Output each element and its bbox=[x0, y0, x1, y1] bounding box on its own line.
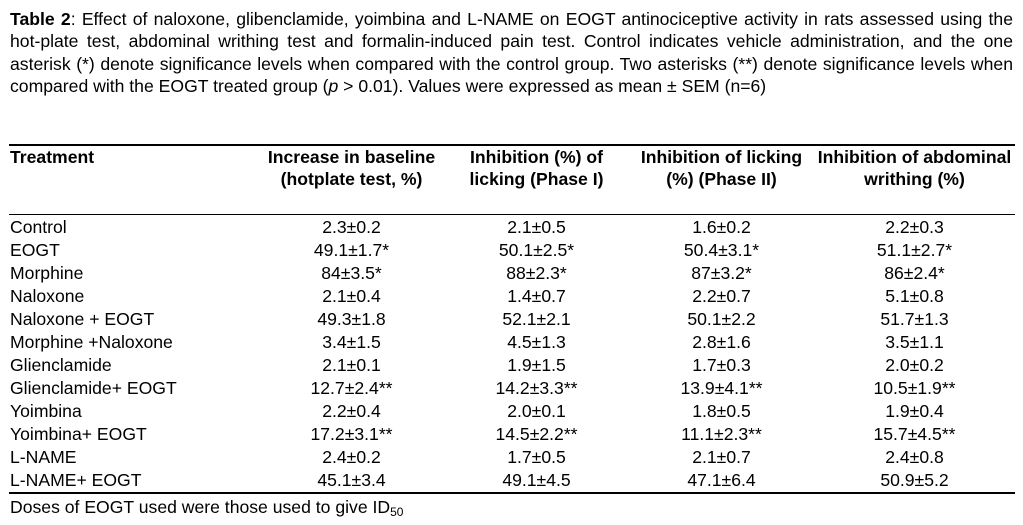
header-phase-i: Inhibition (%) of licking (Phase I) bbox=[469, 147, 604, 190]
cell-phase-ii: 13.9±4.1** bbox=[680, 378, 763, 398]
table-row bbox=[9, 423, 1015, 446]
cell-writhing: 50.9±5.2 bbox=[880, 470, 949, 490]
cell-writhing: 51.7±1.3 bbox=[880, 309, 949, 329]
cell-phase-ii: 1.6±0.2 bbox=[692, 217, 751, 237]
table-row bbox=[9, 354, 1015, 377]
table-caption bbox=[10, 8, 1013, 98]
cell-writhing: 2.4±0.8 bbox=[885, 447, 944, 467]
cell-phase-ii: 1.7±0.3 bbox=[692, 355, 751, 375]
header-phase-ii: Inhibition of licking (%) (Phase II) bbox=[640, 147, 803, 190]
table-row bbox=[9, 308, 1015, 331]
cell-writhing: 10.5±1.9** bbox=[873, 378, 956, 398]
cell-phase-ii: 2.1±0.7 bbox=[692, 447, 751, 467]
header-writhing: Inhibition of abdominal writhing (%) bbox=[817, 147, 1012, 190]
caption-p-symbol: p bbox=[328, 76, 339, 97]
cell-phase-ii: 87±3.2* bbox=[691, 263, 752, 283]
table-body bbox=[9, 216, 1015, 492]
cell-hotplate: 3.4±1.5 bbox=[322, 332, 381, 352]
cell-treatment: Naloxone + EOGT bbox=[10, 309, 155, 329]
footnote-text: Doses of EOGT used were those used to give ID bbox=[10, 497, 391, 517]
cell-hotplate: 84±3.5* bbox=[321, 263, 382, 283]
cell-treatment: Morphine +Naloxone bbox=[10, 332, 173, 352]
cell-phase-i: 14.2±3.3** bbox=[495, 378, 578, 398]
cell-treatment: Morphine bbox=[10, 263, 84, 283]
footnote-subscript: 50 bbox=[390, 505, 404, 519]
cell-treatment: Naloxone bbox=[10, 286, 85, 306]
cell-phase-i: 1.9±1.5 bbox=[507, 355, 566, 375]
cell-treatment: Control bbox=[10, 217, 67, 237]
cell-hotplate: 49.3±1.8 bbox=[317, 309, 386, 329]
cell-phase-ii: 50.1±2.2 bbox=[687, 309, 756, 329]
cell-hotplate: 2.4±0.2 bbox=[322, 447, 381, 467]
cell-treatment: Glienclamide+ EOGT bbox=[10, 378, 177, 398]
table-row bbox=[9, 377, 1015, 400]
caption-text: : Effect of naloxone, glibenclamide, yoimbina and L-NAME on EOGT antinociceptive activity in rats assessed using the hot-plate test, abdominal writhing test and formalin-induced pain test. Control indicates vehicle administration, and the one asterisk (*) denote significance levels when compared with the control group. Two asterisks (**) denote significance levels when compared with the EOGT treated group ( bbox=[10, 9, 1013, 97]
table-row bbox=[9, 285, 1015, 308]
cell-phase-i: 2.0±0.1 bbox=[507, 401, 566, 421]
header-treatment: Treatment bbox=[10, 147, 95, 167]
cell-phase-i: 2.1±0.5 bbox=[507, 217, 566, 237]
caption-text-end: > 0.01). Values were expressed as mean ± SEM (n=6) bbox=[338, 76, 767, 97]
cell-phase-i: 49.1±4.5 bbox=[502, 470, 571, 490]
table-row bbox=[9, 239, 1015, 262]
cell-writhing: 2.0±0.2 bbox=[885, 355, 944, 375]
cell-hotplate: 2.1±0.4 bbox=[322, 286, 381, 306]
cell-hotplate: 12.7±2.4** bbox=[310, 378, 393, 398]
table-row bbox=[9, 262, 1015, 285]
cell-phase-i: 4.5±1.3 bbox=[507, 332, 566, 352]
cell-writhing: 5.1±0.8 bbox=[885, 286, 944, 306]
cell-writhing: 1.9±0.4 bbox=[885, 401, 944, 421]
cell-phase-ii: 1.8±0.5 bbox=[692, 401, 751, 421]
cell-writhing: 2.2±0.3 bbox=[885, 217, 944, 237]
cell-treatment: EOGT bbox=[10, 240, 60, 260]
header-row bbox=[9, 146, 1015, 216]
cell-writhing: 51.1±2.7* bbox=[876, 240, 953, 260]
cell-hotplate: 2.3±0.2 bbox=[322, 217, 381, 237]
cell-hotplate: 45.1±3.4 bbox=[317, 470, 386, 490]
table-row bbox=[9, 216, 1015, 239]
cell-phase-ii: 11.1±2.3** bbox=[681, 424, 762, 444]
cell-writhing: 15.7±4.5** bbox=[873, 424, 956, 444]
cell-phase-i: 50.1±2.5* bbox=[498, 240, 575, 260]
cell-treatment: Yoimbina+ EOGT bbox=[10, 424, 147, 444]
table-row bbox=[9, 469, 1015, 492]
results-table bbox=[9, 146, 1015, 492]
table-row bbox=[9, 400, 1015, 423]
cell-hotplate: 49.1±1.7* bbox=[313, 240, 390, 260]
table-bottom-rule bbox=[9, 492, 1015, 494]
cell-writhing: 3.5±1.1 bbox=[885, 332, 944, 352]
cell-treatment: Glienclamide bbox=[10, 355, 112, 375]
cell-hotplate: 2.2±0.4 bbox=[322, 401, 381, 421]
cell-treatment: L-NAME+ EOGT bbox=[10, 470, 142, 490]
cell-phase-ii: 50.4±3.1* bbox=[683, 240, 760, 260]
cell-phase-i: 14.5±2.2** bbox=[495, 424, 578, 444]
cell-writhing: 86±2.4* bbox=[884, 263, 945, 283]
cell-phase-i: 1.4±0.7 bbox=[507, 286, 566, 306]
table-row bbox=[9, 331, 1015, 354]
header-hotplate: Increase in baseline (hotplate test, %) bbox=[267, 147, 436, 190]
cell-phase-ii: 2.8±1.6 bbox=[692, 332, 751, 352]
cell-phase-i: 88±2.3* bbox=[506, 263, 567, 283]
caption-label: Table 2 bbox=[10, 9, 71, 29]
cell-phase-i: 1.7±0.5 bbox=[507, 447, 566, 467]
cell-phase-ii: 47.1±6.4 bbox=[687, 470, 756, 490]
cell-hotplate: 17.2±3.1** bbox=[310, 424, 393, 444]
table-header bbox=[9, 146, 1015, 216]
cell-treatment: Yoimbina bbox=[10, 401, 82, 421]
cell-phase-i: 52.1±2.1 bbox=[502, 309, 571, 329]
table-row bbox=[9, 446, 1015, 469]
table-footnote bbox=[10, 496, 403, 523]
cell-treatment: L-NAME bbox=[10, 447, 77, 467]
cell-hotplate: 2.1±0.1 bbox=[322, 355, 381, 375]
cell-phase-ii: 2.2±0.7 bbox=[692, 286, 751, 306]
